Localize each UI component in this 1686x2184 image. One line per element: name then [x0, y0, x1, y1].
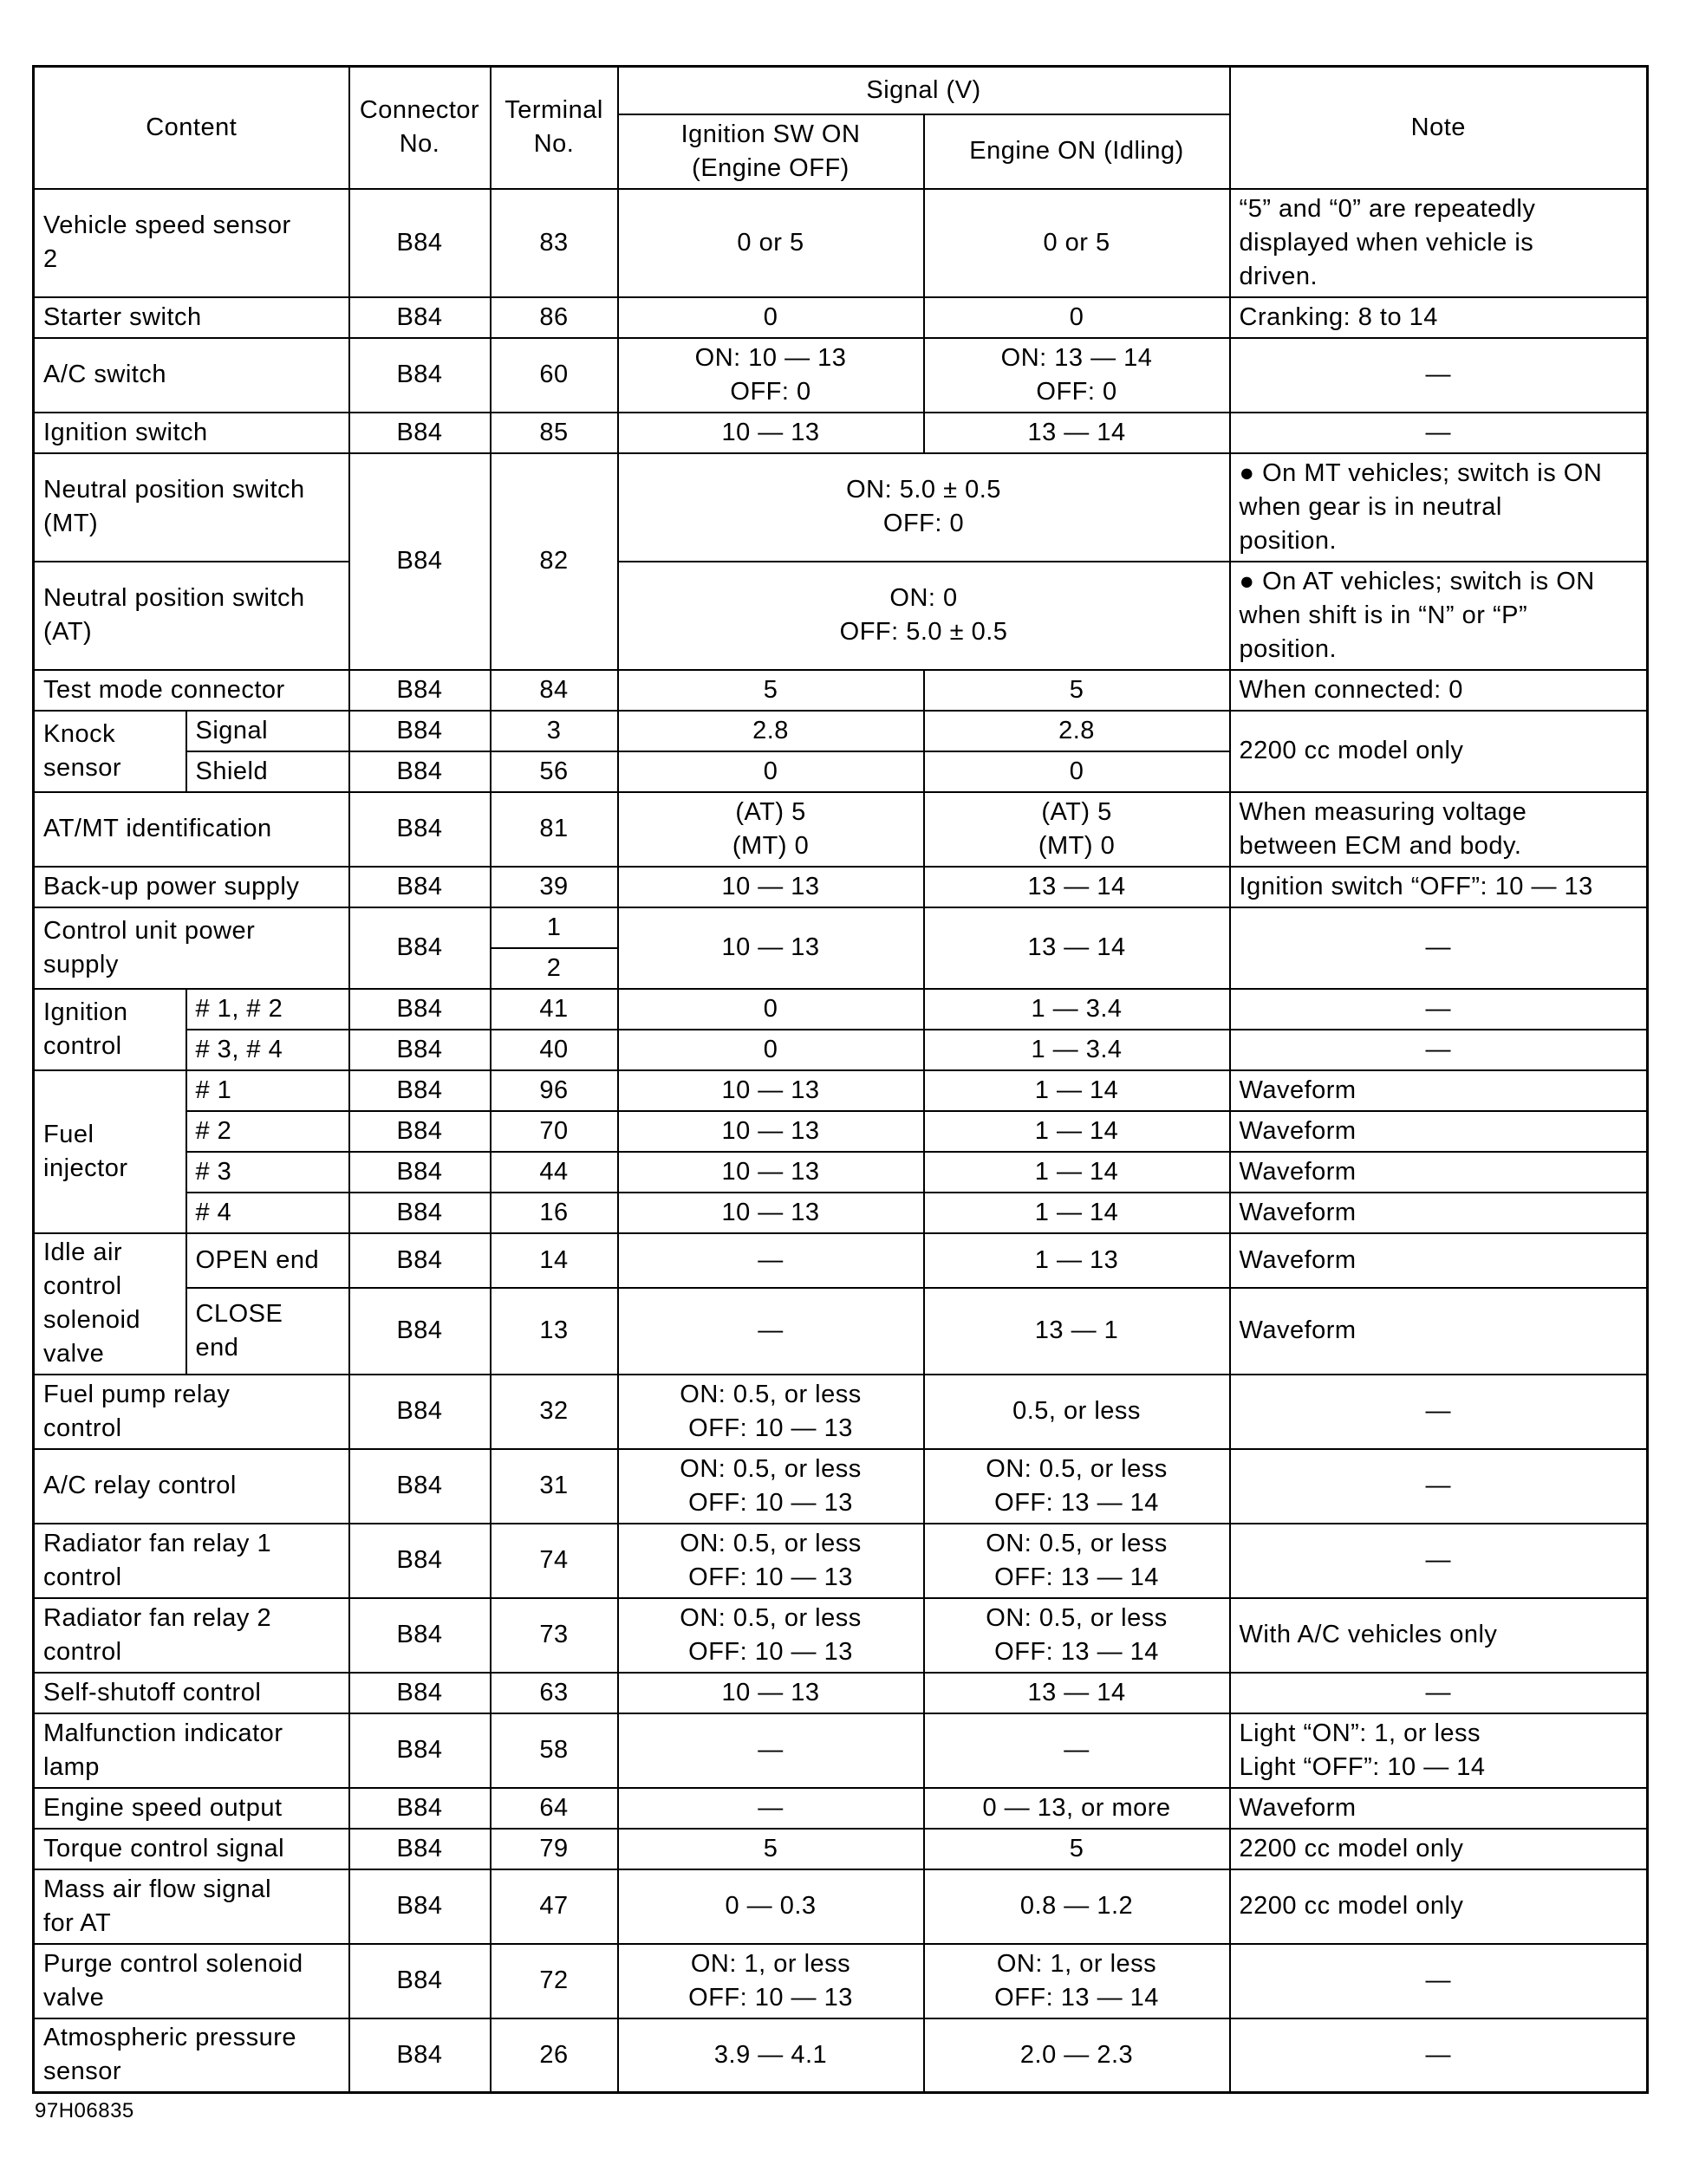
note-cell: 2200 cc model only	[1230, 1869, 1648, 1944]
table-row	[34, 1944, 1648, 2018]
table-row	[34, 562, 1648, 670]
note-cell: With A/C vehicles only	[1230, 1598, 1648, 1673]
engine-on-cell: 2.0 — 2.3	[924, 2018, 1230, 2093]
note-cell: ● On AT vehicles; switch is ON when shift is in “N” or “P” position.	[1230, 562, 1648, 670]
terminal-cell: 14	[491, 1233, 618, 1288]
connector-cell: B84	[349, 989, 491, 1030]
content-cell: Radiator fan relay 2 control	[34, 1598, 349, 1673]
terminal-cell: 40	[491, 1030, 618, 1070]
table-row	[34, 1111, 1648, 1152]
note-cell: Waveform	[1230, 1193, 1648, 1233]
ignition-on-cell: ON: 0.5, or less OFF: 10 — 13	[618, 1524, 924, 1598]
content-cell: Test mode connector	[34, 670, 349, 711]
connector-cell: B84	[349, 338, 491, 413]
terminal-cell: 1	[491, 907, 618, 948]
table-row	[34, 297, 1648, 338]
content-cell: Vehicle speed sensor 2	[34, 189, 349, 297]
engine-on-cell: 1 — 3.4	[924, 1030, 1230, 1070]
content-cell: Back-up power supply	[34, 867, 349, 907]
note-cell: “5” and “0” are repeatedly displayed when vehicle is driven.	[1230, 189, 1648, 297]
terminal-cell: 60	[491, 338, 618, 413]
engine-on-cell: ON: 0.5, or less OFF: 13 — 14	[924, 1524, 1230, 1598]
ecm-terminal-voltage-table	[32, 65, 1649, 2094]
content-cell: Atmospheric pressure sensor	[34, 2018, 349, 2093]
note-cell: —	[1230, 1944, 1648, 2018]
terminal-cell: 64	[491, 1788, 618, 1829]
content-cell: Malfunction indicator lamp	[34, 1713, 349, 1788]
table-row	[34, 907, 1648, 948]
connector-cell: B84	[349, 1944, 491, 2018]
table-row	[34, 413, 1648, 453]
terminal-cell: 86	[491, 297, 618, 338]
content-cell: Starter switch	[34, 297, 349, 338]
connector-cell: B84	[349, 1713, 491, 1788]
ignition-on-cell: 0	[618, 297, 924, 338]
header-terminal-no: Terminal No.	[491, 67, 618, 189]
ignition-on-cell: —	[618, 1713, 924, 1788]
content-cell: Torque control signal	[34, 1829, 349, 1869]
ignition-on-cell: 0	[618, 989, 924, 1030]
terminal-cell: 56	[491, 751, 618, 792]
table-row	[34, 792, 1648, 867]
group-label-cell: Idle air control solenoid valve	[34, 1233, 186, 1375]
content-cell: AT/MT identification	[34, 792, 349, 867]
sub-content-cell: OPEN end	[186, 1233, 349, 1288]
note-cell: —	[1230, 338, 1648, 413]
note-cell: —	[1230, 907, 1648, 989]
terminal-cell: 47	[491, 1869, 618, 1944]
engine-on-cell: 1 — 3.4	[924, 989, 1230, 1030]
sub-content-cell: # 3	[186, 1152, 349, 1193]
table-row	[34, 1030, 1648, 1070]
header-row-1	[34, 67, 1648, 114]
terminal-cell: 26	[491, 2018, 618, 2093]
ignition-on-cell: 0	[618, 1030, 924, 1070]
table-row	[34, 1288, 1648, 1375]
ignition-on-cell: 10 — 13	[618, 413, 924, 453]
terminal-cell: 32	[491, 1375, 618, 1449]
terminal-cell: 81	[491, 792, 618, 867]
ignition-on-cell: 10 — 13	[618, 1111, 924, 1152]
ignition-on-cell: 0 — 0.3	[618, 1869, 924, 1944]
note-cell: Light “ON”: 1, or less Light “OFF”: 10 — 14	[1230, 1713, 1648, 1788]
terminal-cell: 39	[491, 867, 618, 907]
connector-cell: B84	[349, 1788, 491, 1829]
connector-cell: B84	[349, 1233, 491, 1288]
engine-on-cell: —	[924, 1713, 1230, 1788]
connector-cell: B84	[349, 1673, 491, 1713]
terminal-cell: 58	[491, 1713, 618, 1788]
note-cell: —	[1230, 1030, 1648, 1070]
note-cell: Waveform	[1230, 1070, 1648, 1111]
note-cell: —	[1230, 2018, 1648, 2093]
table-row	[34, 2018, 1648, 2093]
table-row	[34, 1233, 1648, 1288]
connector-cell: B84	[349, 1449, 491, 1524]
terminal-cell: 82	[491, 453, 618, 670]
terminal-cell: 16	[491, 1193, 618, 1233]
engine-on-cell: 1 — 14	[924, 1152, 1230, 1193]
ignition-on-cell: —	[618, 1233, 924, 1288]
engine-on-cell: 0	[924, 297, 1230, 338]
content-cell: Mass air flow signal for AT	[34, 1869, 349, 1944]
terminal-cell: 85	[491, 413, 618, 453]
table-row	[34, 1070, 1648, 1111]
engine-on-cell: 2.8	[924, 711, 1230, 751]
content-cell: Purge control solenoid valve	[34, 1944, 349, 2018]
ignition-on-cell: 0 or 5	[618, 189, 924, 297]
engine-on-cell: 13 — 14	[924, 907, 1230, 989]
sub-content-cell: Shield	[186, 751, 349, 792]
terminal-cell: 13	[491, 1288, 618, 1375]
note-cell: Waveform	[1230, 1111, 1648, 1152]
content-cell: Control unit power supply	[34, 907, 349, 989]
ignition-on-cell: ON: 0.5, or less OFF: 10 — 13	[618, 1375, 924, 1449]
table-row	[34, 1869, 1648, 1944]
ignition-on-cell: ON: 1, or less OFF: 10 — 13	[618, 1944, 924, 2018]
table-row	[34, 1524, 1648, 1598]
content-cell: Fuel pump relay control	[34, 1375, 349, 1449]
note-cell: When connected: 0	[1230, 670, 1648, 711]
connector-cell: B84	[349, 792, 491, 867]
ignition-on-cell: —	[618, 1788, 924, 1829]
connector-cell: B84	[349, 1288, 491, 1375]
engine-on-cell: 1 — 13	[924, 1233, 1230, 1288]
terminal-cell: 72	[491, 1944, 618, 2018]
sub-content-cell: # 3, # 4	[186, 1030, 349, 1070]
connector-cell: B84	[349, 1829, 491, 1869]
table-row	[34, 1598, 1648, 1673]
note-cell: Waveform	[1230, 1233, 1648, 1288]
ignition-on-cell: 2.8	[618, 711, 924, 751]
note-cell: —	[1230, 1375, 1648, 1449]
terminal-cell: 96	[491, 1070, 618, 1111]
engine-on-cell: 1 — 14	[924, 1193, 1230, 1233]
note-cell: Waveform	[1230, 1288, 1648, 1375]
connector-cell: B84	[349, 751, 491, 792]
connector-cell: B84	[349, 297, 491, 338]
content-cell: Radiator fan relay 1 control	[34, 1524, 349, 1598]
note-cell: —	[1230, 989, 1648, 1030]
connector-cell: B84	[349, 670, 491, 711]
content-cell: Neutral position switch (MT)	[34, 453, 349, 562]
note-cell: 2200 cc model only	[1230, 1829, 1648, 1869]
terminal-cell: 63	[491, 1673, 618, 1713]
group-label-cell: Fuel injector	[34, 1070, 186, 1233]
ignition-on-cell: 3.9 — 4.1	[618, 2018, 924, 2093]
connector-cell: B84	[349, 1193, 491, 1233]
note-cell: —	[1230, 1524, 1648, 1598]
ignition-on-cell: 5	[618, 1829, 924, 1869]
note-cell: When measuring voltage between ECM and body.	[1230, 792, 1648, 867]
connector-cell: B84	[349, 1030, 491, 1070]
ignition-on-cell: 0	[618, 751, 924, 792]
content-cell: A/C relay control	[34, 1449, 349, 1524]
sub-content-cell: # 1, # 2	[186, 989, 349, 1030]
header-engine-on: Engine ON (Idling)	[924, 114, 1230, 189]
header-note: Note	[1230, 67, 1648, 189]
signal-cell: ON: 5.0 ± 0.5 OFF: 0	[618, 453, 1230, 562]
connector-cell: B84	[349, 711, 491, 751]
terminal-cell: 79	[491, 1829, 618, 1869]
note-cell: Ignition switch “OFF”: 10 — 13	[1230, 867, 1648, 907]
engine-on-cell: 5	[924, 1829, 1230, 1869]
table-row	[34, 670, 1648, 711]
ignition-on-cell: 10 — 13	[618, 1193, 924, 1233]
table-row	[34, 1152, 1648, 1193]
content-cell: A/C switch	[34, 338, 349, 413]
engine-on-cell: 0.8 — 1.2	[924, 1869, 1230, 1944]
table-row	[34, 338, 1648, 413]
connector-cell: B84	[349, 413, 491, 453]
engine-on-cell: ON: 0.5, or less OFF: 13 — 14	[924, 1598, 1230, 1673]
note-cell: —	[1230, 1449, 1648, 1524]
connector-cell: B84	[349, 1070, 491, 1111]
engine-on-cell: 13 — 1	[924, 1288, 1230, 1375]
content-cell: Self-shutoff control	[34, 1673, 349, 1713]
engine-on-cell: 1 — 14	[924, 1111, 1230, 1152]
note-cell: Waveform	[1230, 1152, 1648, 1193]
terminal-cell: 73	[491, 1598, 618, 1673]
terminal-cell: 74	[491, 1524, 618, 1598]
group-label-cell: Knock sensor	[34, 711, 186, 792]
table-row	[34, 989, 1648, 1030]
terminal-cell: 31	[491, 1449, 618, 1524]
sub-content-cell: Signal	[186, 711, 349, 751]
engine-on-cell: 1 — 14	[924, 1070, 1230, 1111]
content-cell: Neutral position switch (AT)	[34, 562, 349, 670]
sub-content-cell: CLOSE end	[186, 1288, 349, 1375]
engine-on-cell: 13 — 14	[924, 867, 1230, 907]
sub-content-cell: # 1	[186, 1070, 349, 1111]
connector-cell: B84	[349, 1152, 491, 1193]
engine-on-cell: 13 — 14	[924, 413, 1230, 453]
connector-cell: B84	[349, 1524, 491, 1598]
table-row	[34, 1375, 1648, 1449]
ignition-on-cell: 10 — 13	[618, 1152, 924, 1193]
engine-on-cell: ON: 1, or less OFF: 13 — 14	[924, 1944, 1230, 2018]
figure-code: 97H06835	[35, 2099, 134, 2122]
connector-cell: B84	[349, 1598, 491, 1673]
ignition-on-cell: ON: 0.5, or less OFF: 10 — 13	[618, 1449, 924, 1524]
signal-cell: ON: 0 OFF: 5.0 ± 0.5	[618, 562, 1230, 670]
connector-cell: B84	[349, 189, 491, 297]
header-content: Content	[34, 67, 349, 189]
terminal-cell: 41	[491, 989, 618, 1030]
note-cell: Cranking: 8 to 14	[1230, 297, 1648, 338]
terminal-cell: 44	[491, 1152, 618, 1193]
terminal-cell: 70	[491, 1111, 618, 1152]
group-label-cell: Ignition control	[34, 989, 186, 1070]
ignition-on-cell: 10 — 13	[618, 867, 924, 907]
sub-content-cell: # 4	[186, 1193, 349, 1233]
ignition-on-cell: ON: 0.5, or less OFF: 10 — 13	[618, 1598, 924, 1673]
terminal-cell: 83	[491, 189, 618, 297]
sub-content-cell: # 2	[186, 1111, 349, 1152]
connector-cell: B84	[349, 1111, 491, 1152]
engine-on-cell: 0	[924, 751, 1230, 792]
ignition-on-cell: (AT) 5 (MT) 0	[618, 792, 924, 867]
note-cell: —	[1230, 1673, 1648, 1713]
header-ignition-sw-on: Ignition SW ON (Engine OFF)	[618, 114, 924, 189]
engine-on-cell: ON: 0.5, or less OFF: 13 — 14	[924, 1449, 1230, 1524]
connector-cell: B84	[349, 907, 491, 989]
table-row	[34, 1713, 1648, 1788]
header-connector-no: Connector No.	[349, 67, 491, 189]
connector-cell: B84	[349, 1375, 491, 1449]
engine-on-cell: ON: 13 — 14 OFF: 0	[924, 338, 1230, 413]
content-cell: Engine speed output	[34, 1788, 349, 1829]
ignition-on-cell: 10 — 13	[618, 907, 924, 989]
engine-on-cell: 5	[924, 670, 1230, 711]
note-cell: 2200 cc model only	[1230, 711, 1648, 792]
header-signal: Signal (V)	[618, 67, 1230, 114]
ignition-on-cell: ON: 10 — 13 OFF: 0	[618, 338, 924, 413]
content-cell: Ignition switch	[34, 413, 349, 453]
note-cell: —	[1230, 413, 1648, 453]
note-cell: ● On MT vehicles; switch is ON when gear is in neutral position.	[1230, 453, 1648, 562]
table-row	[34, 1449, 1648, 1524]
engine-on-cell: 0.5, or less	[924, 1375, 1230, 1449]
engine-on-cell: 13 — 14	[924, 1673, 1230, 1713]
ignition-on-cell: 5	[618, 670, 924, 711]
table-row	[34, 1788, 1648, 1829]
ignition-on-cell: 10 — 13	[618, 1673, 924, 1713]
terminal-cell: 84	[491, 670, 618, 711]
connector-cell: B84	[349, 867, 491, 907]
table-row	[34, 189, 1648, 297]
table-row	[34, 1193, 1648, 1233]
ecm-terminal-table-sheet	[32, 65, 1646, 2094]
engine-on-cell: 0 — 13, or more	[924, 1788, 1230, 1829]
connector-cell: B84	[349, 2018, 491, 2093]
table-row	[34, 453, 1648, 562]
ignition-on-cell: —	[618, 1288, 924, 1375]
engine-on-cell: (AT) 5 (MT) 0	[924, 792, 1230, 867]
table-row	[34, 867, 1648, 907]
note-cell: Waveform	[1230, 1788, 1648, 1829]
terminal-cell: 2	[491, 948, 618, 989]
engine-on-cell: 0 or 5	[924, 189, 1230, 297]
connector-cell: B84	[349, 453, 491, 670]
table-row	[34, 711, 1648, 751]
table-row	[34, 1673, 1648, 1713]
terminal-cell: 3	[491, 711, 618, 751]
connector-cell: B84	[349, 1869, 491, 1944]
table-row	[34, 1829, 1648, 1869]
ignition-on-cell: 10 — 13	[618, 1070, 924, 1111]
